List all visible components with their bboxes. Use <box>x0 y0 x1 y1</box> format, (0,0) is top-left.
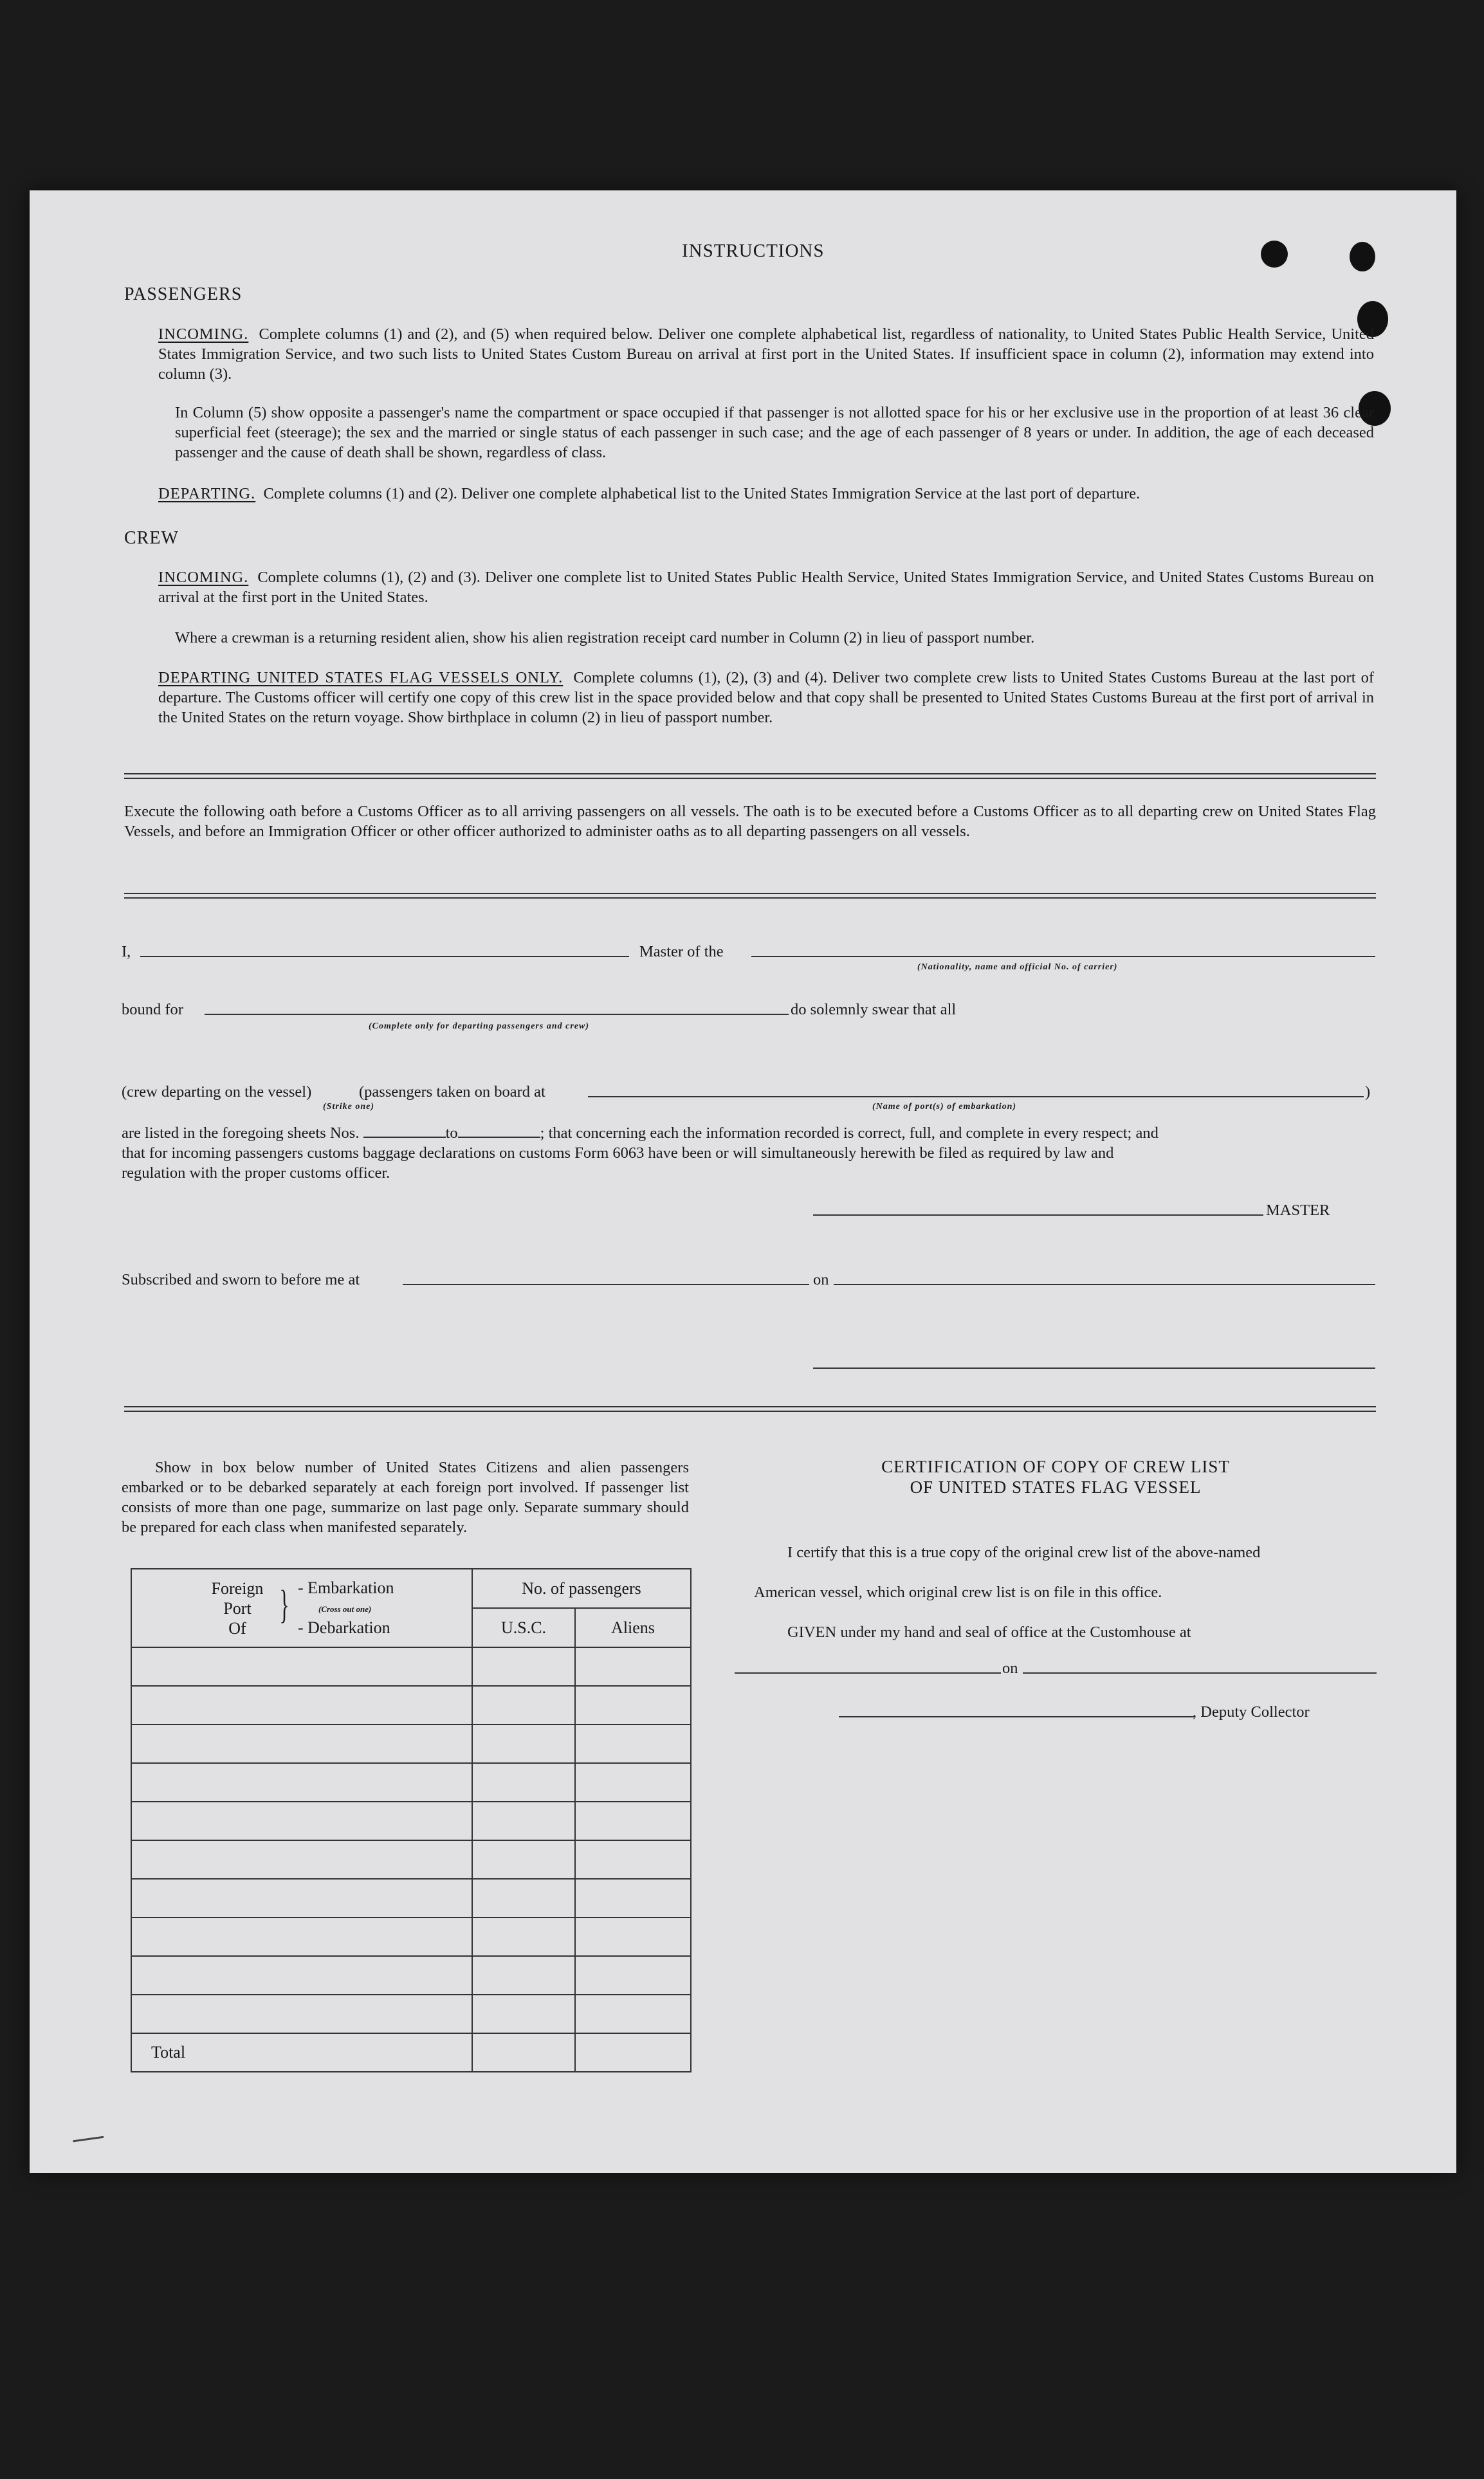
total-usc-cell[interactable] <box>472 2033 575 2072</box>
passengers-departing-text: Complete columns (1) and (2). Deliver one complete alphabetical list to the United States Immigration Service at the last port of departure. <box>263 485 1140 502</box>
certification-american-text: American vessel, which original crew list is on file in this office. <box>754 1584 1162 1601</box>
document-page <box>30 190 1456 2173</box>
passengers-column5-paragraph: In Column (5) show opposite a passenger's name the compartment or space occupied if that passenger is not allotted space for his or her exclusive use in the proportion of at least 36 clear superficial feet (steerage); the sex and the married or single status of each passenger in such case; and the age of each passenger of 8 years or under. In addition, the age of each deceased passenger and the cause of death shall be shown, regardless of class. <box>175 404 1374 461</box>
passengers-departing-paragraph <box>158 484 1374 504</box>
certification-title-line1: CERTIFICATION OF COPY OF CREW LIST <box>881 1457 1230 1476</box>
aliens-cell[interactable] <box>575 1879 691 1917</box>
header-aliens: Aliens <box>575 1608 691 1647</box>
oath-to-label: to <box>445 1124 458 1142</box>
oath-port-caption: (Name of port(s) of embarkation) <box>872 1102 1017 1111</box>
divider <box>124 773 1376 779</box>
table-row <box>131 1956 691 1995</box>
oath-sheet-to-line[interactable] <box>458 1137 540 1138</box>
usc-cell[interactable] <box>472 1879 575 1917</box>
header-foreign: Foreign <box>211 1579 264 1598</box>
certification-title <box>756 1456 1355 1497</box>
header-embarkation: - Embarkation <box>298 1578 394 1597</box>
aliens-cell[interactable] <box>575 1840 691 1879</box>
usc-cell[interactable] <box>472 1956 575 1995</box>
oath-bound-for-caption: (Complete only for departing passengers and crew) <box>369 1021 589 1031</box>
total-label: Total <box>151 2043 186 2062</box>
passenger-summary-table <box>131 1568 692 2072</box>
crew-resident-paragraph: Where a crewman is a returning resident alien, show his alien registration receipt card number in Column (2) in lieu of passport number. <box>175 629 1035 646</box>
port-cell[interactable] <box>131 1879 472 1917</box>
table-row <box>131 1879 691 1917</box>
aliens-cell[interactable] <box>575 1763 691 1802</box>
aliens-cell[interactable] <box>575 1647 691 1686</box>
subscribed-date-line[interactable] <box>834 1284 1375 1285</box>
oath-name-line[interactable] <box>140 956 629 957</box>
crew-departing-text: Complete columns (1), (2), (3) and (4). Deliver two complete crew lists to United States Customs Bureau at the last port of departure. The Customs officer will certify one copy of this crew list in the space provided below and that copy shall be presented to United States Customs Bureau at the first port of arrival in the United States on the return voyage. Show birthplace in column (2) in lieu of passport number. <box>158 669 1374 726</box>
aliens-cell[interactable] <box>575 1802 691 1840</box>
subscribed-place-line[interactable] <box>403 1284 809 1285</box>
table-row <box>131 1647 691 1686</box>
aliens-cell[interactable] <box>575 1724 691 1763</box>
port-cell[interactable] <box>131 1995 472 2033</box>
header-usc: U.S.C. <box>472 1608 575 1647</box>
crew-incoming-label: INCOMING. <box>158 569 249 586</box>
scribble-mark <box>73 2136 104 2149</box>
oath-sheet-from-line[interactable] <box>363 1137 446 1138</box>
certification-place-line[interactable] <box>735 1672 1001 1674</box>
header-port: Port <box>223 1599 252 1618</box>
total-aliens-cell[interactable] <box>575 2033 691 2072</box>
usc-cell[interactable] <box>472 1763 575 1802</box>
aliens-cell[interactable] <box>575 1686 691 1724</box>
certification-title-line2: OF UNITED STATES FLAG VESSEL <box>910 1477 1202 1497</box>
punch-hole-mark <box>1261 241 1288 268</box>
oath-swear-label: do solemnly swear that all <box>791 1001 957 1018</box>
oath-bound-for-label: bound for <box>122 1001 183 1018</box>
total-label-cell <box>131 2033 472 2072</box>
header-no-of-passengers: No. of passengers <box>472 1569 691 1608</box>
table-row <box>131 1840 691 1879</box>
oath-i-label: I, <box>122 943 131 960</box>
usc-cell[interactable] <box>472 1917 575 1956</box>
officer-signature-line[interactable] <box>813 1368 1375 1369</box>
port-cell[interactable] <box>131 1686 472 1724</box>
usc-cell[interactable] <box>472 1647 575 1686</box>
master-signature-line[interactable] <box>813 1214 1263 1216</box>
brace-glyph: } <box>279 1583 289 1627</box>
section-heading-passengers: PASSENGERS <box>124 284 243 304</box>
oath-passengers-taken-option: (passengers taken on board at <box>359 1083 545 1101</box>
port-cell[interactable] <box>131 1840 472 1879</box>
port-cell[interactable] <box>131 1763 472 1802</box>
passengers-incoming-paragraph <box>158 324 1374 384</box>
oath-listed-start: are listed in the foregoing sheets Nos. <box>122 1124 360 1142</box>
header-of: Of <box>228 1619 246 1638</box>
oath-port-line[interactable] <box>588 1096 1364 1097</box>
certification-given-text: GIVEN under my hand and seal of office at the Customhouse at <box>787 1624 1191 1641</box>
table-row <box>131 1686 691 1724</box>
passengers-incoming-label: INCOMING. <box>158 325 249 343</box>
section-heading-crew: CREW <box>124 528 179 548</box>
summary-instructions: Show in box below number of United States Citizens and alien passengers embarked or to be debarked separately at each foreign port involved. If passenger list consists of more than one page, summarize on last page only. Separate summary should be prepared for each class when manifested separately. <box>122 1459 689 1536</box>
crew-incoming-text: Complete columns (1), (2) and (3). Deliver one complete list to United States Public Health Service, United States Immigration Service, and United States Customs Bureau on arrival at the first port in the United States. <box>158 569 1375 606</box>
certification-date-line[interactable] <box>1023 1672 1377 1674</box>
oath-strike-one-caption: (Strike one) <box>323 1102 375 1111</box>
crew-incoming-paragraph <box>158 567 1374 607</box>
port-cell[interactable] <box>131 1724 472 1763</box>
oath-carrier-line[interactable] <box>751 956 1375 957</box>
deputy-collector-label: , Deputy Collector <box>1193 1703 1310 1721</box>
table-row <box>131 1802 691 1840</box>
port-cell[interactable] <box>131 1802 472 1840</box>
usc-cell[interactable] <box>472 1724 575 1763</box>
usc-cell[interactable] <box>472 1995 575 2033</box>
port-cell[interactable] <box>131 1647 472 1686</box>
oath-master-of-the-label: Master of the <box>639 943 724 960</box>
oath-listed-line3: regulation with the proper customs officer. <box>122 1164 390 1182</box>
divider <box>124 1406 1376 1412</box>
usc-cell[interactable] <box>472 1686 575 1724</box>
crew-departing-paragraph <box>158 668 1374 727</box>
certification-on-label: on <box>1002 1660 1018 1677</box>
oath-intro-paragraph: Execute the following oath before a Customs Officer as to all arriving passengers on all vessels. The oath is to be executed before a Customs Officer as to all departing crew on United States Flag Vessels, and before an Immigration Officer or other officer authorized to administer oaths as to all departing passengers on all vessels. <box>124 803 1376 840</box>
subscribed-label: Subscribed and sworn to before me at <box>122 1271 360 1288</box>
table-row <box>131 1724 691 1763</box>
aliens-cell[interactable] <box>575 1995 691 2033</box>
usc-cell[interactable] <box>472 1802 575 1840</box>
punch-hole-mark <box>1350 242 1375 271</box>
header-cross-out: (Cross out one) <box>318 1604 372 1614</box>
header-debarkation: - Debarkation <box>298 1618 390 1637</box>
port-cell[interactable] <box>131 1956 472 1995</box>
table-row <box>131 1995 691 2033</box>
subscribed-on-label: on <box>813 1271 829 1288</box>
port-cell[interactable] <box>131 1917 472 1956</box>
page-title: INSTRUCTIONS <box>682 241 825 261</box>
oath-listed-line2: that for incoming passengers customs baggage declarations on customs Form 6063 have been or will simultaneously herewith be filed as required by law and <box>122 1144 1114 1162</box>
table-row <box>131 1917 691 1956</box>
master-label: MASTER <box>1266 1202 1330 1219</box>
oath-listed-line1 <box>122 1123 1376 1143</box>
usc-cell[interactable] <box>472 1840 575 1879</box>
aliens-cell[interactable] <box>575 1956 691 1995</box>
oath-close-paren: ) <box>1365 1083 1371 1101</box>
oath-crew-departing-option: (crew departing on the vessel) <box>122 1083 312 1101</box>
total-row <box>131 2033 691 2072</box>
oath-bound-for-line[interactable] <box>205 1014 789 1015</box>
aliens-cell[interactable] <box>575 1917 691 1956</box>
deputy-signature-line[interactable] <box>839 1716 1194 1717</box>
crew-departing-label: DEPARTING UNITED STATES FLAG VESSELS ONLY. <box>158 669 563 686</box>
certification-certify-text: I certify that this is a true copy of the original crew list of the above-named <box>787 1544 1261 1561</box>
foreign-port-header <box>131 1569 472 1647</box>
divider <box>124 893 1376 899</box>
oath-listed-rest: ; that concerning each the information recorded is correct, full, and complete in every respect; and <box>540 1124 1159 1142</box>
oath-nationality-caption: (Nationality, name and official No. of carrier) <box>917 962 1118 972</box>
passengers-departing-label: DEPARTING. <box>158 485 256 502</box>
passengers-incoming-text: Complete columns (1) and (2), and (5) when required below. Deliver one complete alphabetical list, regardless of nationality, to United States Public Health Service, United States Immigration Service, and two such lists to United States Custom Bureau on arrival at first port in the United States. If insufficient space in column (2), information may extend into column (3). <box>158 325 1374 383</box>
table-row <box>131 1763 691 1802</box>
